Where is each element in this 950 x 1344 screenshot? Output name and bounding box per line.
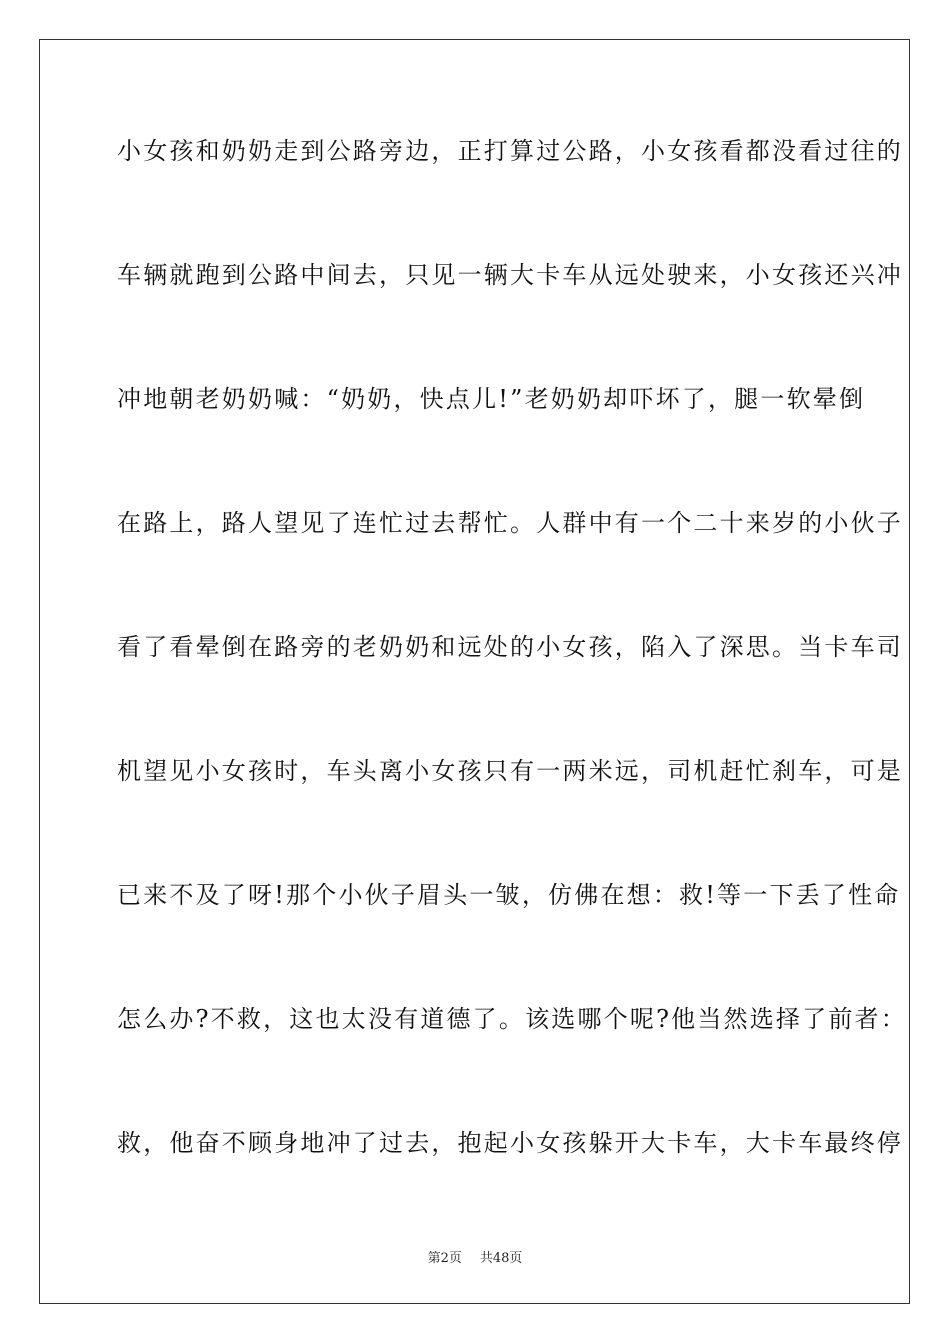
text-line: 机望见小女孩时，车头离小女孩只有一两米远，司机赶忙刹车，可是 — [117, 757, 903, 785]
text-line: 看了看晕倒在路旁的老奶奶和远处的小女孩，陷入了深思。当卡车司 — [117, 633, 903, 661]
text-line: 救，他奋不顾身地冲了过去，抱起小女孩躲开大卡车，大卡车最终停 — [117, 1129, 903, 1157]
text-line: 小女孩和奶奶走到公路旁边，正打算过公路，小女孩看都没看过往的 — [117, 137, 903, 165]
text-line: 怎么办?不救，这也太没有道德了。该选哪个呢?他当然选择了前者： — [117, 1005, 907, 1033]
text-line: 已来不及了呀!那个小伙子眉头一皱，仿佛在想：救!等一下丢了性命 — [117, 881, 901, 909]
page-footer — [0, 1247, 950, 1266]
text-line: 冲地朝老奶奶喊：“奶奶，快点儿!”老奶奶却吓坏了，腿一软晕倒 — [117, 385, 866, 413]
page-total: 共48页 — [479, 1251, 523, 1266]
text-line: 车辆就跑到公路中间去，只见一辆大卡车从远处驶来，小女孩还兴冲 — [117, 261, 903, 289]
page-number: 第2页 — [427, 1251, 462, 1266]
document-body — [117, 120, 907, 1236]
text-line: 在路上，路人望见了连忙过去帮忙。人群中有一个二十来岁的小伙子 — [117, 509, 903, 537]
